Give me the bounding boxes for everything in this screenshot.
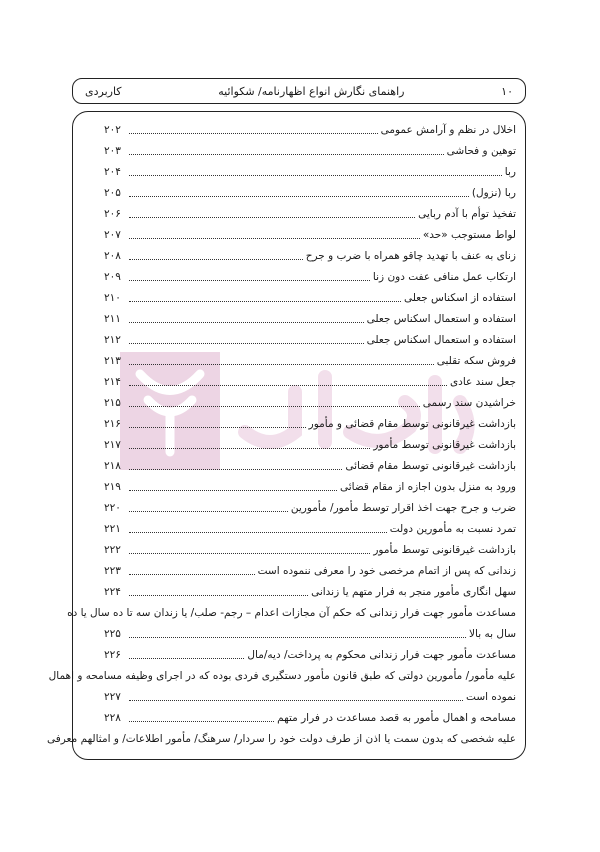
toc-entry: بازداشت غیرقانونی توسط مأمور ۲۱۷ [104, 439, 516, 451]
toc-entry: خراشیدن سند رسمی ۲۱۵ [104, 397, 516, 409]
toc-entry: ربا (نزول) ۲۰۵ [104, 187, 516, 199]
toc-entry: زنای به عنف با تهدید چاقو همراه با ضرب و جرح ۲۰۸ [104, 250, 516, 262]
section-label: کاربردی [85, 84, 122, 98]
dot-leader [129, 259, 303, 260]
toc-entry: بازداشت غیرقانونی توسط مقام قضائی و مأمور ۲۱۶ [104, 418, 516, 430]
toc-entry: استفاده و استعمال اسکناس جعلی ۲۱۲ [104, 334, 516, 346]
dot-leader [129, 427, 306, 428]
page-header [72, 78, 526, 104]
dot-leader [129, 364, 434, 365]
dot-leader [129, 490, 337, 491]
page-number: ۱۰ [501, 84, 513, 98]
toc-entry: استفاده از اسکناس جعلی ۲۱۰ [104, 292, 516, 304]
dot-leader [129, 406, 420, 407]
toc-entry-line: علیه شخصی که بدون سمت یا اذن از طرف دولت خود را سردار/ سرهنگ/ مأمور اطلاعات/ و امثالهم معرفی [46, 733, 516, 745]
dot-leader [129, 511, 288, 512]
dot-leader [129, 238, 420, 239]
toc-entry: زندانی که پس از اتمام مرخصی خود را معرفی ننموده است ۲۲۳ [104, 565, 516, 577]
dot-leader [129, 574, 255, 575]
dot-leader [129, 385, 447, 386]
toc-entry: ربا ۲۰۴ [104, 166, 516, 178]
toc-entry: بازداشت غیرقانونی توسط مقام قضائی ۲۱۸ [104, 460, 516, 472]
dot-leader [129, 154, 444, 155]
book-title: راهنمای نگارش انواع اظهارنامه/ شکوائیه [218, 84, 405, 98]
toc-entry: سال به بالا ۲۲۵ [104, 628, 516, 640]
toc-entry: بازداشت غیرقانونی توسط مأمور ۲۲۲ [104, 544, 516, 556]
toc-entry: ضرب و جرح جهت اخذ اقرار توسط مأمور/ مأمورین ۲۲۰ [104, 502, 516, 514]
toc-entry: توهین و فحاشی ۲۰۳ [104, 145, 516, 157]
toc-entry-line: علیه مأمور/ مأمورین دولتی که طبق قانون مأمور دستگیری فردی بوده که در اجرای وظیفه مسامحه و اهمال [48, 670, 516, 682]
table-of-contents [46, 118, 516, 748]
toc-entry: استفاده و استعمال اسکناس جعلی ۲۱۱ [104, 313, 516, 325]
dot-leader [129, 637, 466, 638]
toc-entry: ورود به منزل بدون اجازه از مقام قضائی ۲۱۹ [104, 481, 516, 493]
dot-leader [129, 448, 370, 449]
dot-leader [129, 721, 274, 722]
dot-leader [129, 532, 387, 533]
dot-leader [129, 196, 469, 197]
toc-entry: لواط مستوجب «حد» ۲۰۷ [104, 229, 516, 241]
toc-entry: تفخیذ توأم با آدم ربایی ۲۰۶ [104, 208, 516, 220]
toc-entry: اخلال در نظم و آرامش عمومی ۲۰۲ [104, 124, 516, 136]
dot-leader [129, 175, 502, 176]
dot-leader [129, 658, 244, 659]
dot-leader [129, 700, 463, 701]
dot-leader [129, 553, 370, 554]
toc-entry: مسامحه و اهمال مأمور به قصد مساعدت در فرار متهم ۲۲۸ [104, 712, 516, 724]
toc-entry: سهل انگاری مأمور منجر به فرار متهم یا زندانی ۲۲۴ [104, 586, 516, 598]
dot-leader [129, 133, 378, 134]
toc-entry-line: مساعدت مأمور جهت فرار زندانی که حکم آن مجازات اعدام – رجم- صلب/ یا زندان سه تا ده سال یا ده [67, 607, 516, 619]
toc-entry: تمرد نسبت به مأمورین دولت ۲۲۱ [104, 523, 516, 535]
dot-leader [129, 217, 415, 218]
dot-leader [129, 301, 401, 302]
dot-leader [129, 343, 364, 344]
dot-leader [129, 595, 308, 596]
dot-leader [129, 322, 364, 323]
dot-leader [129, 280, 370, 281]
toc-entry: نموده است ۲۲۷ [104, 691, 516, 703]
toc-entry: ارتکاب عمل منافی عفت دون زنا ۲۰۹ [104, 271, 516, 283]
toc-entry: فروش سکه تقلبی ۲۱۳ [104, 355, 516, 367]
toc-entry: جعل سند عادی ۲۱۴ [104, 376, 516, 388]
toc-entry: مساعدت مأمور جهت فرار زندانی محکوم به پرداخت/ دیه/مال ۲۲۶ [104, 649, 516, 661]
dot-leader [129, 469, 342, 470]
